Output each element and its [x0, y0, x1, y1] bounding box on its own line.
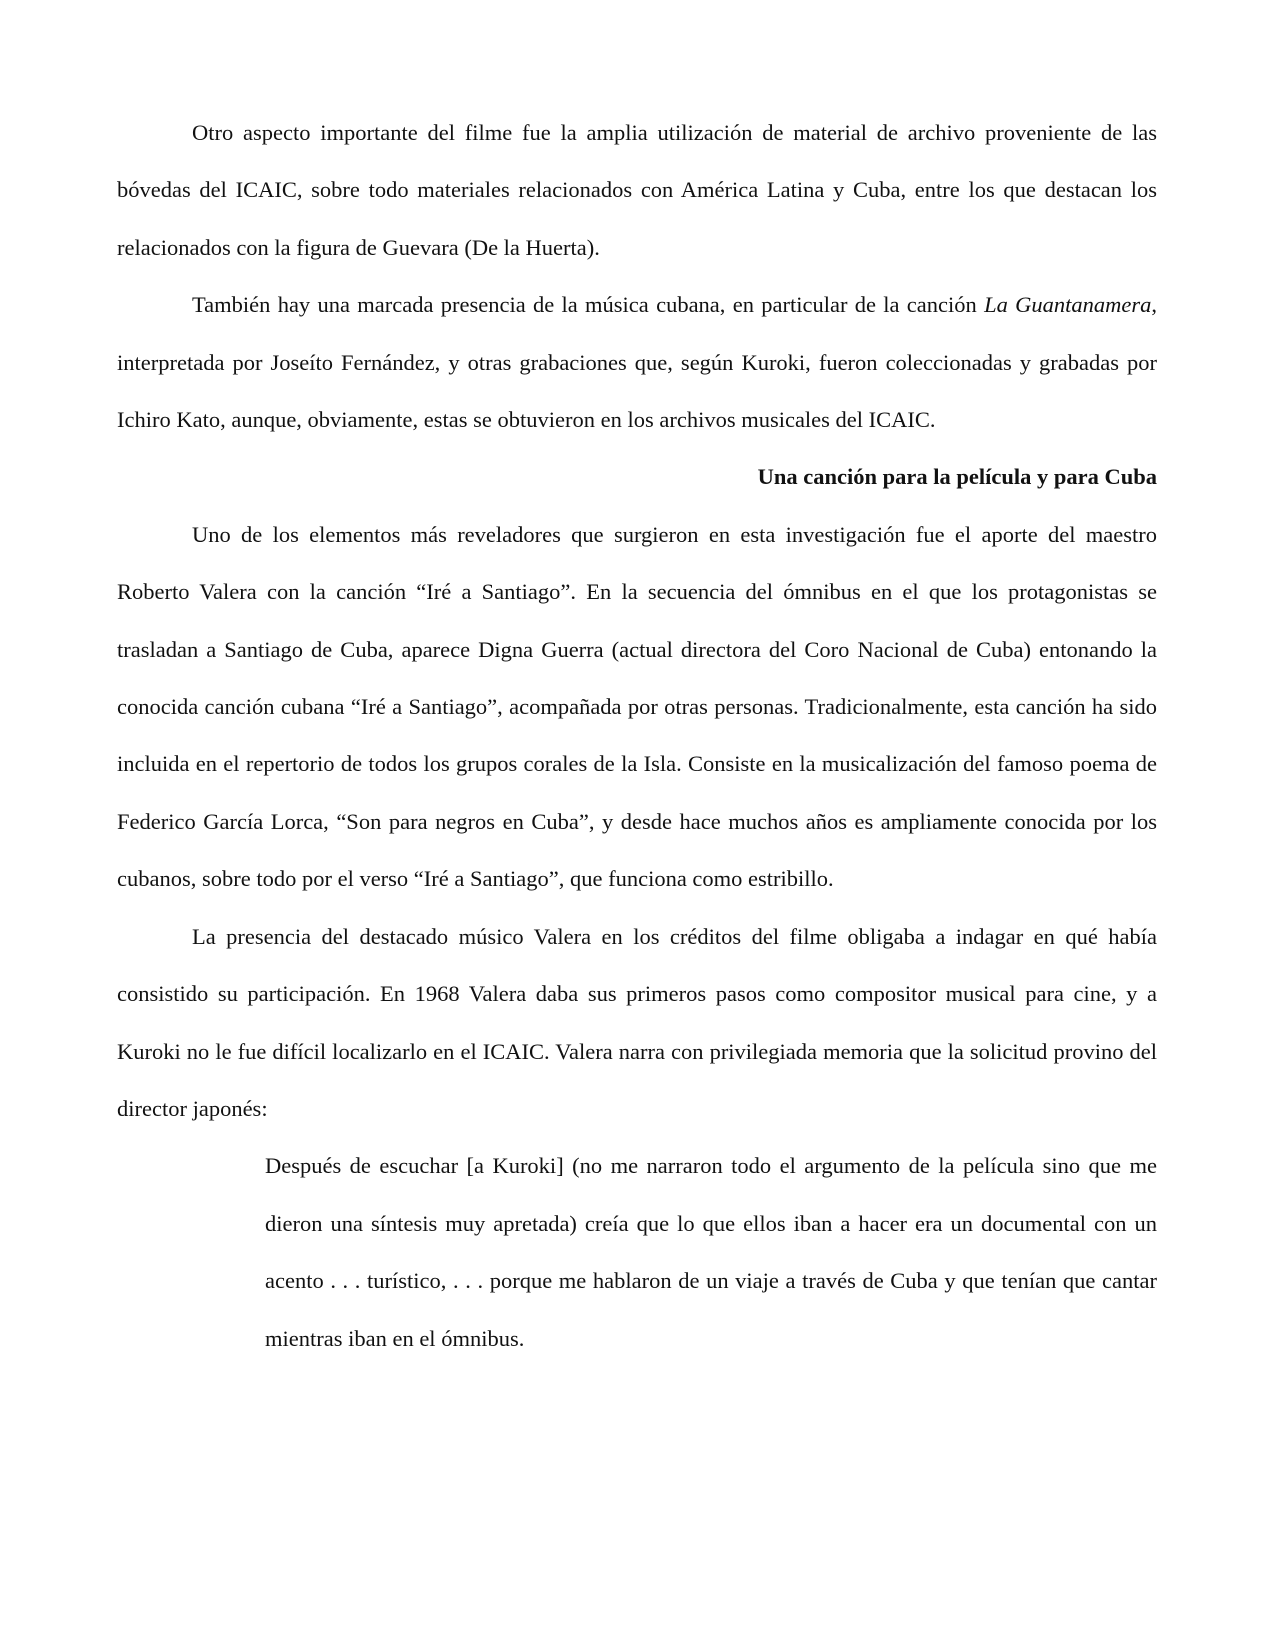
- section-heading: Una canción para la película y para Cuba: [757, 464, 1157, 490]
- document-page: [117, 104, 1157, 1367]
- paragraph-archive-material: Otro aspecto importante del filme fue la amplia utilización de material de archivo proveniente de las bóvedas del ICAIC, sobre todo materiales relacionados con América Latina y Cuba, entre los que destacan los relacionados con la figura de Guevara (De la Huerta).: [117, 120, 1157, 260]
- block-quote-valera: Después de escuchar [a Kuroki] (no me narraron todo el argumento de la película sino que me dieron una síntesis muy apretada) creía que lo que ellos iban a hacer era un documental con un acento . . . turístico, . . . porque me hablaron de un viaje a través de Cuba y que tenían que cantar mientras iban en el ómnibus.: [265, 1153, 1157, 1351]
- paragraph-cuban-music-text-1: También hay una marcada presencia de la música cubana, en particular de la canción: [192, 292, 985, 318]
- paragraph-valera-credits: La presencia del destacado músico Valera en los créditos del filme obligaba a indagar en qué había consistido su participación. En 1968 Valera daba sus primeros pasos como compositor musical para cine, y a Kuroki no le fue difícil localizarlo en el ICAIC. Valera narra con privilegiada memoria que la solicitud provino del director japonés:: [117, 923, 1157, 1121]
- paragraph-cuban-music-text-2: , interpretada por Joseíto Fernández, y otras grabaciones que, según Kuroki, fueron coleccionadas y grabadas por Ichiro Kato, aunque, obviamente, estas se obtuvieron en los archivos musicales del ICAIC.: [117, 292, 1157, 433]
- paragraph-ire-a-santiago: Uno de los elementos más reveladores que surgieron en esta investigación fue el aporte del maestro Roberto Valera con la canción “Iré a Santiago”. En la secuencia del ómnibus en el que los protagonistas se trasladan a Santiago de Cuba, aparece Digna Guerra (actual directora del Coro Nacional de Cuba) entonando la conocida canción cubana “Iré a Santiago”, acompañada por otras personas. Tradicionalmente, esta canción ha sido incluida en el repertorio de todos los grupos corales de la Isla. Consiste en la musicalización del famoso poema de Federico García Lorca, “Son para negros en Cuba”, y desde hace muchos años es ampliamente conocida por los cubanos, sobre todo por el verso “Iré a Santiago”, que funciona como estribillo.: [117, 521, 1157, 892]
- song-title-italic: La Guantanamera: [984, 292, 1152, 318]
- paragraph-cuban-music: [117, 276, 1157, 448]
